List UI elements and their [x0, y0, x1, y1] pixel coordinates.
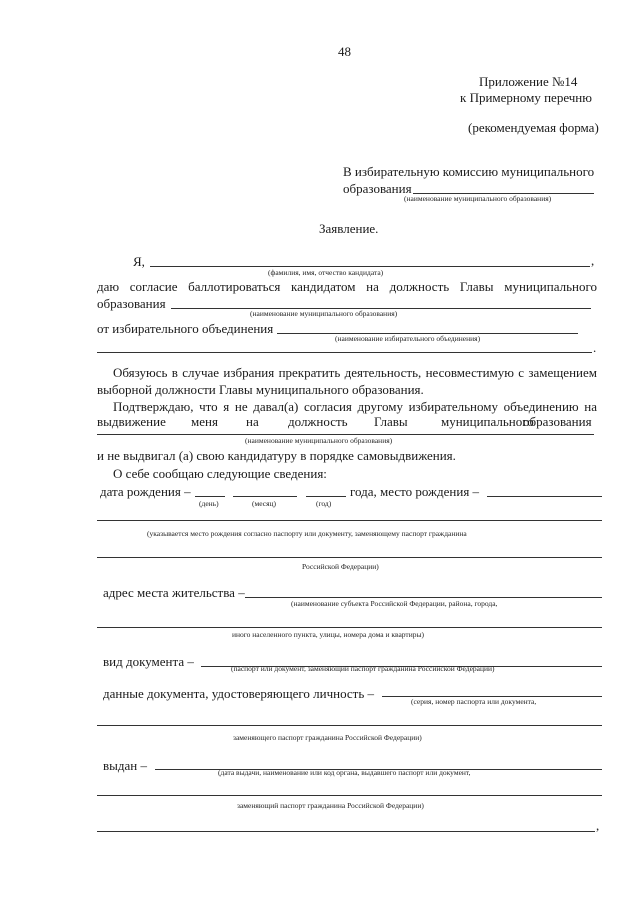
addressee-line1: В избирательную комиссию муниципального — [343, 164, 595, 179]
confirm-word: муниципального — [441, 414, 534, 429]
address-field-2[interactable] — [97, 627, 602, 628]
issued-hint: (дата выдачи, наименование или код органа, выдавшего паспорт или документ, — [218, 768, 471, 777]
association-hint: (наименование избирательного объединения) — [335, 334, 481, 343]
doc-data-label: данные документа, удостоверяющего личность – — [103, 686, 375, 701]
confirm-municipality-field[interactable] — [97, 434, 594, 435]
doc-data-field-2[interactable] — [97, 725, 602, 726]
appendix-label: Приложение №14 — [479, 74, 578, 89]
address-hint: (наименование субъекта Российской Федерации, района, города, — [291, 599, 498, 608]
i-label: Я, — [133, 254, 145, 269]
birth-day-field[interactable] — [195, 496, 225, 497]
birth-place-field[interactable] — [487, 496, 602, 497]
from-association-label: от избирательного объединения — [97, 321, 274, 336]
birth-month-field[interactable] — [233, 496, 297, 497]
day-hint: (день) — [199, 499, 219, 508]
addressee-line2: образования — [343, 181, 412, 196]
confirm-word: на — [246, 414, 259, 429]
doc-type-label: вид документа – — [103, 654, 194, 669]
confirm-municipality-hint: (наименование муниципального образования) — [245, 436, 393, 445]
obligation-line2: выборной должности Главы муниципального образования. — [97, 382, 424, 397]
address-label: адрес места жительства – — [103, 585, 245, 600]
doc-data-hint: (серия, номер паспорта или документа, — [411, 697, 537, 706]
confirm-word: выдвижение — [97, 414, 166, 429]
year-hint: (год) — [316, 499, 332, 508]
confirm-word: меня — [191, 414, 218, 429]
consent-municipality-hint: (наименование муниципального образования) — [250, 309, 398, 318]
full-name-field[interactable] — [150, 266, 590, 267]
form-note: (рекомендуемая форма) — [468, 120, 599, 135]
birth-year-field[interactable] — [306, 496, 346, 497]
association-field-2[interactable] — [97, 352, 592, 353]
obligation-text: Обязуюсь в случае избрания прекратить деятельность, несовместимую с замещением — [113, 365, 597, 380]
birth-place-field-2[interactable] — [97, 520, 602, 521]
confirm-word: должность — [288, 414, 348, 429]
self-nomination-text: и не выдвигал (а) свою кандидатуру в порядке самовыдвижения. — [97, 448, 456, 463]
issued-field-2[interactable] — [97, 795, 602, 796]
municipality-hint: (наименование муниципального образования) — [404, 194, 552, 203]
birth-place-hint: (указывается место рождения согласно паспорту или документу, заменяющему паспорт гражданина — [147, 529, 467, 538]
issued-label: выдан – — [103, 758, 147, 773]
birth-place-label: года, место рождения – — [350, 484, 480, 499]
issued-field-3[interactable] — [97, 831, 595, 832]
birth-date-label: дата рождения – — [100, 484, 191, 499]
consent-text: даю согласие баллотироваться кандидатом на должность Главы муниципального — [97, 279, 597, 294]
full-name-hint: (фамилия, имя, отчество кандидата) — [268, 268, 384, 277]
address-field[interactable] — [245, 597, 602, 598]
consent-line2: образования — [97, 296, 166, 311]
about-text: О себе сообщаю следующие сведения: — [113, 466, 327, 481]
address-hint-2: иного населенного пункта, улицы, номера дома и квартиры) — [232, 630, 425, 639]
doc-data-hint-2: заменяющего паспорт гражданина Российской Федерации) — [233, 733, 422, 742]
confirm-word: образования — [523, 414, 592, 429]
page-number: 48 — [338, 44, 351, 59]
issued-hint-2: заменяющий паспорт гражданина Российской Федерации) — [237, 801, 424, 810]
doc-type-hint: (паспорт или документ, заменяющий паспорт гражданина Российской Федерации) — [231, 664, 495, 673]
rf-hint: Российской Федерации) — [302, 562, 379, 571]
birth-place-field-3[interactable] — [97, 557, 602, 558]
document-title: Заявление. — [319, 221, 379, 236]
confirm-word: Главы — [374, 414, 408, 429]
month-hint: (месяц) — [252, 499, 277, 508]
confirm-text: Подтверждаю, что я не давал(а) согласия другому избирательному объединению на — [113, 399, 597, 414]
to-list-label: к Примерному перечню — [460, 90, 592, 105]
